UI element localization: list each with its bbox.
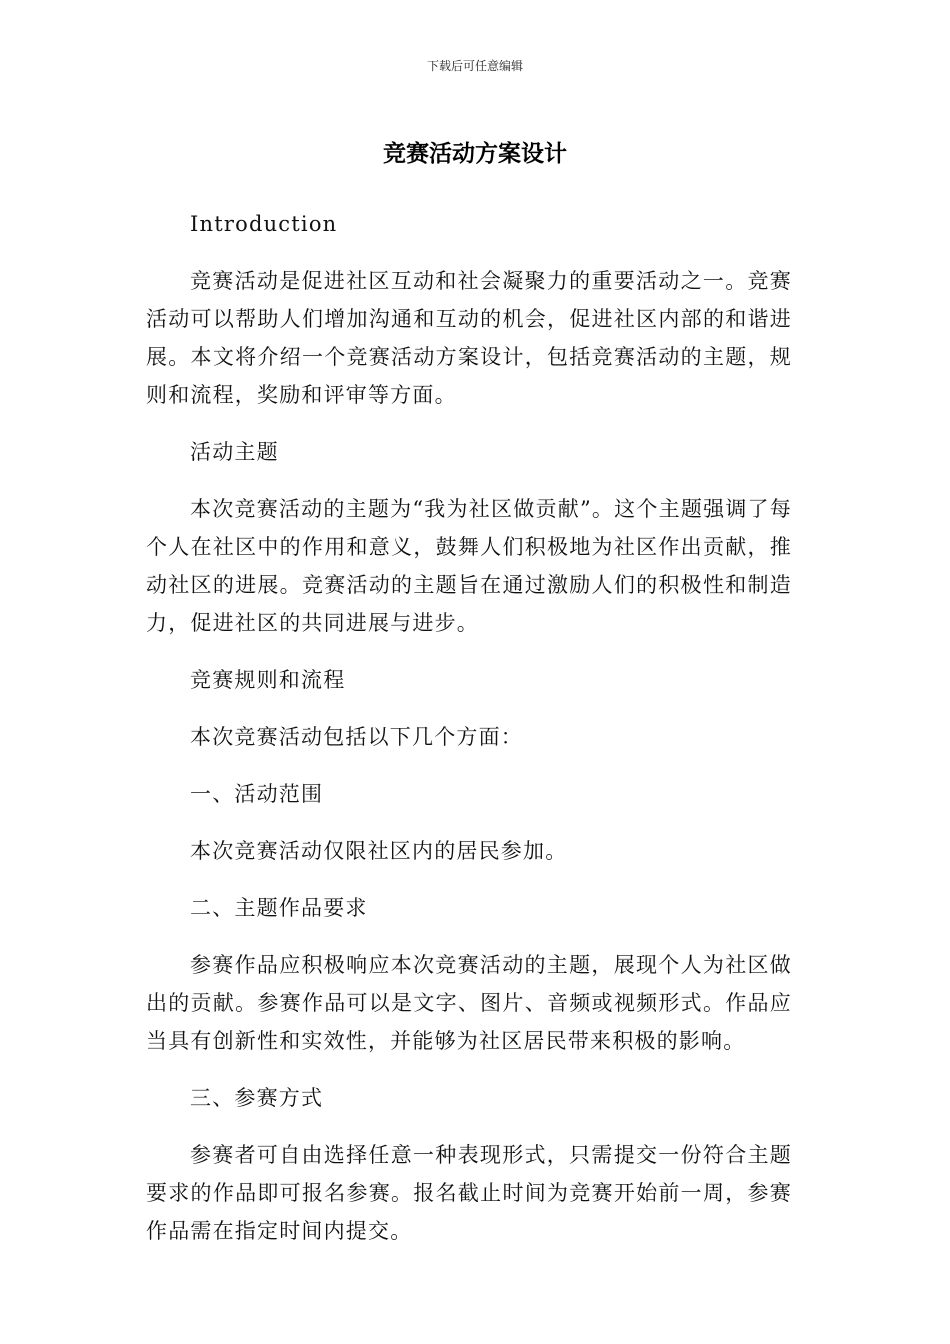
paragraph-theme: 本次竞赛活动的主题为“我为社区做贡献”。这个主题强调了每个人在社区中的作用和意义，鼓舞人们积极地为社区作出贡献，推动社区的进展。竞赛活动的主题旨在通过激励人们的积极性和制造力，促进社区的共同进展与进步。 [146, 497, 792, 635]
paragraph-work-requirements: 参赛作品应积极响应本次竞赛活动的主题，展现个人为社区做出的贡献。参赛作品可以是文字、图片、音频或视频形式。作品应当具有创新性和实效性，并能够为社区居民带来积极的影响。 [146, 953, 792, 1053]
paragraph-scope: 本次竞赛活动仅限社区内的居民参加。 [190, 839, 568, 863]
subheading-scope: 一、活动范围 [190, 782, 324, 806]
section-heading-theme: 活动主题 [190, 440, 279, 464]
document-title: 竞赛活动方案设计 [383, 141, 567, 167]
paragraph-participation: 参赛者可自由选择任意一种表现形式，只需提交一份符合主题要求的作品即可报名参赛。报名截止时间为竞赛开始前一周，参赛作品需在指定时间内提交。 [146, 1143, 792, 1243]
subheading-participation: 三、参赛方式 [190, 1086, 324, 1110]
paragraph-rules-intro: 本次竞赛活动包括以下几个方面： [190, 725, 523, 749]
paragraph-introduction: 竞赛活动是促进社区互动和社会凝聚力的重要活动之一。竞赛活动可以帮助人们增加沟通和互动的机会，促进社区内部的和谐进展。本文将介绍一个竞赛活动方案设计，包括竞赛活动的主题，规则和流程，奖励和评审等方面。 [146, 269, 792, 407]
subheading-work-requirements: 二、主题作品要求 [190, 896, 368, 920]
download-editable-note: 下载后可任意编辑 [426, 59, 523, 73]
section-heading-introduction: Introduction [190, 212, 338, 236]
document-body [146, 205, 792, 1269]
section-heading-rules: 竞赛规则和流程 [190, 668, 346, 692]
